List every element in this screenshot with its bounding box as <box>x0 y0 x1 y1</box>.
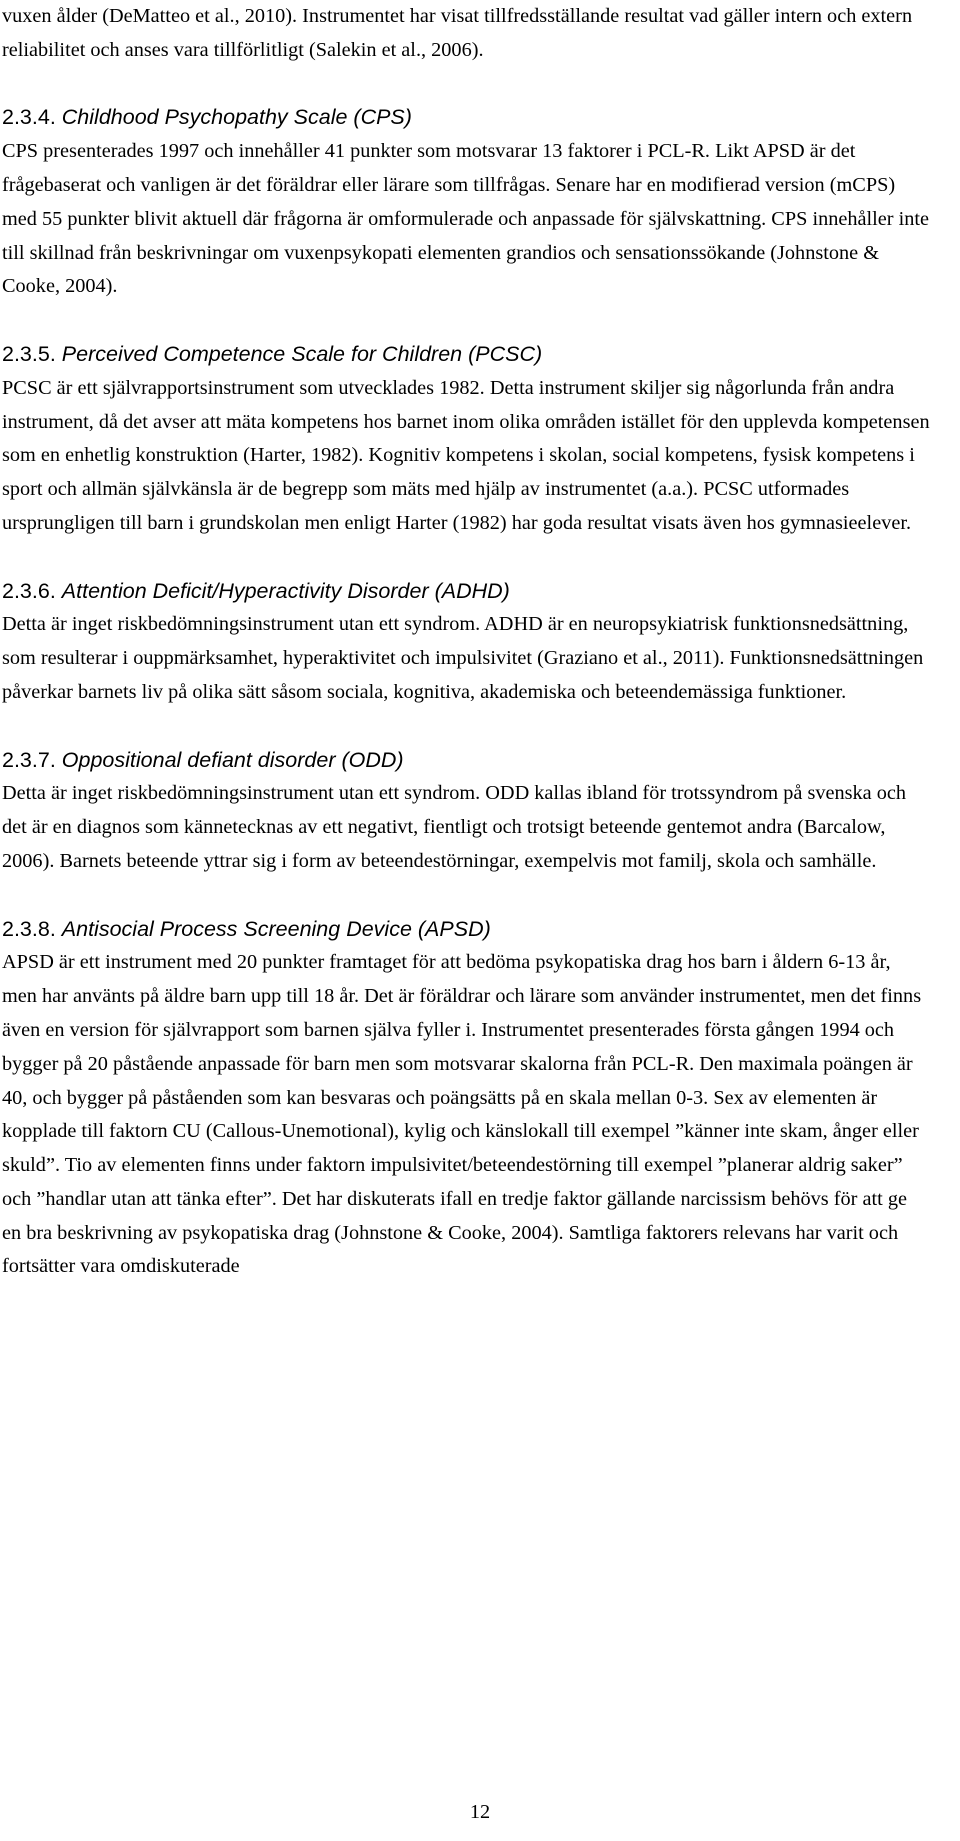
section-title: Oppositional defiant disorder (ODD) <box>61 747 404 772</box>
paragraph-gap <box>2 304 930 338</box>
paragraph-gap <box>2 879 930 913</box>
section-body: APSD är ett instrument med 20 punkter framtaget för att bedöma psykopatiska drag hos barn i åldern 6-13 år, men har använts på äldre barn upp till 18 år. Det är föräldrar och lärare som använder instrumentet, men det finns även en version för självrapport som barnen själva fyller i. Instrumentet presenterades första gången 1994 och bygger på 20 påstående anpassade för barn men som motsvarar skalorna från PCL-R. Den maximala poängen är 40, och bygger på påståenden som kan besvaras och poängsätts på en skala mellan 0-3. Sex av elementen är kopplade till faktorn CU (Callous-Unemotional), kylig och känslokall till exempel ”känner inte skam, ånger eller skuld”. Tio av elementen finns under faktorn impulsivitet/beteendestörning till exempel ”planerar aldrig saker” och ”handlar utan att tänka efter”. Det har diskuterats ifall en tredje faktor gällande narcissism behövs för att ge en bra beskrivning av psykopatiska drag (Johnstone & Cooke, 2004). Samtliga faktorers relevans har varit och fortsätter vara omdiskuterade <box>2 951 922 1278</box>
section-odd <box>2 744 930 879</box>
section-heading <box>2 338 930 372</box>
section-body: CPS presenterades 1997 och innehåller 41 punkter som motsvarar 13 faktorer i PCL-R. Likt APSD är det frågebaserat och vanligen är det föräldrar eller lärare som tillfrågas. Senare har en modifierad version (mCPS) med 55 punkter blivit aktuell där frågorna är omformulerade och anpassade för självskattning. CPS innehåller inte till skillnad från beskrivningar om vuxenpsykopati elementen grandios och sensationssökande (Johnstone & Cooke, 2004). <box>2 140 930 298</box>
section-apsd <box>2 913 930 1285</box>
section-title: Childhood Psychopathy Scale (CPS) <box>61 105 412 130</box>
section-heading <box>2 744 930 778</box>
intro-paragraph: vuxen ålder (DeMatteo et al., 2010). Instrumentet har visat tillfredsställande resultat vad gäller intern och extern reliabilitet och anses vara tillförlitligt (Salekin et al., 2006). <box>2 5 913 61</box>
section-title: Attention Deficit/Hyperactivity Disorder (ADHD) <box>61 578 510 603</box>
section-heading <box>2 913 930 947</box>
section-number: 2.3.5. <box>2 341 56 366</box>
section-title: Perceived Competence Scale for Children (PCSC) <box>61 341 543 366</box>
section-heading <box>2 575 930 609</box>
page-number: 12 <box>469 1801 491 1823</box>
section-body: Detta är inget riskbedömningsinstrument utan ett syndrom. ODD kallas ibland för trotssyndrom på svenska och det är en diagnos som kännetecknas av ett negativt, fientligt och trotsigt beteende gentemot andra (Barcalow, 2006). Barnets beteende yttrar sig i form av beteendestörningar, exempelvis mot familj, skola och samhälle. <box>2 782 907 872</box>
section-number: 2.3.6. <box>2 578 56 603</box>
section-adhd <box>2 575 930 710</box>
section-body: PCSC är ett självrapportsinstrument som utvecklades 1982. Detta instrument skiljer sig någorlunda från andra instrument, då det avser att mäta kompetens hos barnet inom olika områden istället för den upplevda kompetensen som en enhetlig konstruktion (Harter, 1982). Kognitiv kompetens i skolan, social kompetens, fysisk kompetens i sport och allmän självkänsla är de begrepp som mäts med hjälp av instrumentet (a.a.). PCSC utformades ursprungligen till barn i grundskolan men enligt Harter (1982) har goda resultat visats även hos gymnasieelever. <box>2 376 930 534</box>
section-number: 2.3.4. <box>2 105 56 130</box>
section-title: Antisocial Process Screening Device (APSD) <box>61 916 491 941</box>
section-cps <box>2 101 930 304</box>
page-content <box>2 0 930 1284</box>
section-body: Detta är inget riskbedömningsinstrument utan ett syndrom. ADHD är en neuropsykiatrisk funktionsnedsättning, som resulterar i ouppmärksamhet, hyperaktivitet och impulsivitet (Graziano et al., 2011). Funktionsnedsättningen påverkar barnets liv på olika sätt såsom sociala, kognitiva, akademiska och beteendemässiga funktioner. <box>2 613 924 703</box>
paragraph-gap <box>2 710 930 744</box>
section-number: 2.3.8. <box>2 916 56 941</box>
section-heading <box>2 101 930 135</box>
section-number: 2.3.7. <box>2 747 56 772</box>
paragraph-gap <box>2 541 930 575</box>
paragraph-gap <box>2 68 930 102</box>
section-pcsc <box>2 338 930 541</box>
